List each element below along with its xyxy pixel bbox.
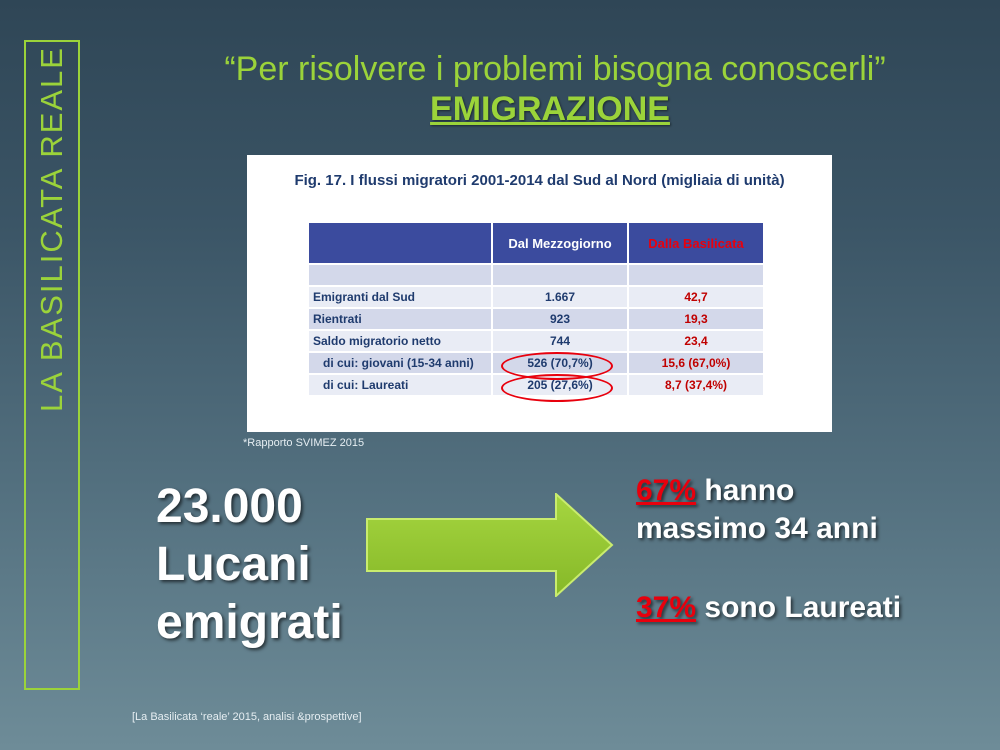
highlight-circle-laureati	[501, 374, 613, 402]
col-header-label	[309, 223, 491, 263]
cell-basilicata	[629, 265, 763, 285]
footer-source: [La Basilicata ‘reale’ 2015, analisi &prospettive]	[132, 711, 362, 723]
cell-basilicata: 42,7	[629, 287, 763, 307]
emigrati-headline	[156, 478, 343, 652]
row-label: Emigranti dal Sud	[309, 287, 491, 307]
stat-laureati-text: sono Laureati	[696, 591, 902, 624]
stat-laureati	[636, 589, 901, 627]
cell-mezzogiorno: 205 (27,6%)	[493, 375, 627, 395]
col-header-basilicata: Dalla Basilicata	[629, 223, 763, 263]
row-label	[309, 265, 491, 285]
source-note: *Rapporto SVIMEZ 2015	[243, 437, 365, 449]
slide-title: EMIGRAZIONE	[430, 90, 670, 128]
stat-giovani-pct: 67%	[636, 474, 697, 507]
cell-basilicata: 19,3	[629, 309, 763, 329]
cell-mezzogiorno	[493, 265, 627, 285]
table-row	[309, 287, 763, 307]
cell-mezzogiorno: 1.667	[493, 287, 627, 307]
emigrati-line2: Lucani	[156, 538, 311, 591]
right-arrow-icon	[366, 493, 614, 597]
table-header-row	[309, 223, 763, 263]
row-label: Saldo migratorio netto	[309, 331, 491, 351]
stat-giovani-text-a: hanno	[696, 474, 795, 507]
table-row	[309, 331, 763, 351]
figure-panel	[247, 155, 832, 432]
stat-laureati-pct: 37%	[636, 591, 697, 624]
table-row	[309, 309, 763, 329]
side-label-box	[28, 44, 76, 414]
figure-title: Fig. 17. I flussi migratori 2001-2014 dal Sud al Nord (migliaia di unità)	[294, 172, 785, 189]
side-label: LA BASILICATA REALE	[34, 46, 70, 412]
cell-basilicata: 15,6 (67,0%)	[629, 353, 763, 373]
cell-basilicata: 8,7 (37,4%)	[629, 375, 763, 395]
cell-mezzogiorno: 923	[493, 309, 627, 329]
emigrati-line3: emigrati	[156, 596, 343, 649]
cell-mezzogiorno: 526 (70,7%)	[493, 353, 627, 373]
cell-basilicata: 23,4	[629, 331, 763, 351]
row-label: di cui: giovani (15-34 anni)	[309, 353, 491, 373]
col-header-mezzogiorno: Dal Mezzogiorno	[493, 223, 627, 263]
table-row	[309, 265, 763, 285]
slide-quote: “Per risolvere i problemi bisogna conoscerli”	[224, 50, 886, 88]
row-label: di cui: Laureati	[309, 375, 491, 395]
stat-giovani	[636, 472, 878, 548]
row-label: Rientrati	[309, 309, 491, 329]
emigrati-count: 23.000	[156, 480, 303, 533]
cell-mezzogiorno: 744	[493, 331, 627, 351]
stat-giovani-text-b: massimo 34 anni	[636, 512, 878, 545]
